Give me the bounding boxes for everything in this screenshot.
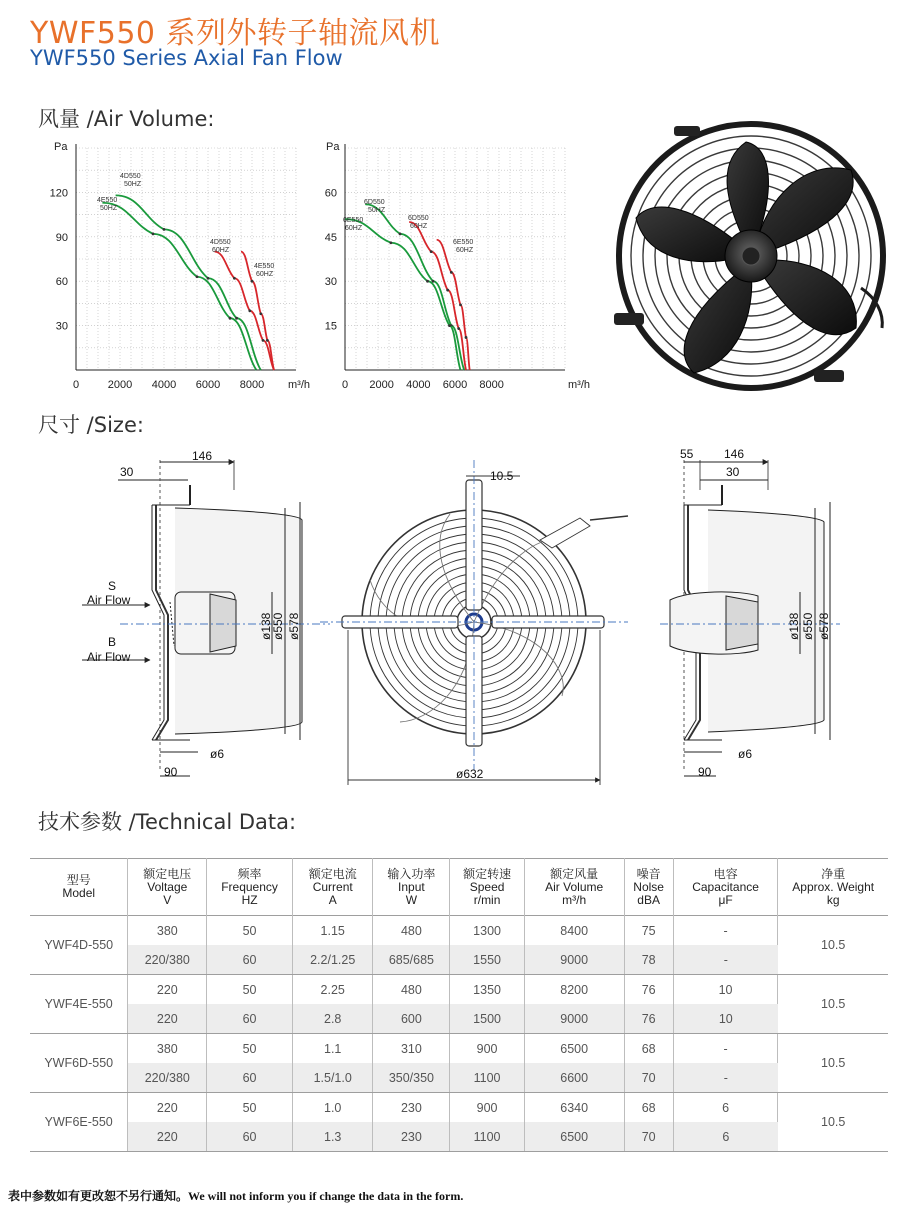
series-point: [259, 312, 262, 315]
column-header: [673, 859, 778, 916]
table-cell: 1.3: [292, 1122, 372, 1152]
dim-right-55: 55: [680, 447, 694, 461]
column-header: [128, 859, 207, 916]
column-header-text: W: [405, 892, 418, 907]
series-point: [389, 241, 392, 244]
series-point: [465, 336, 468, 339]
series-point: [457, 327, 460, 330]
table-cell: 600: [373, 1004, 450, 1034]
table-cell: 76: [624, 975, 673, 1005]
column-header-text: Speed: [469, 879, 505, 894]
y-tick-label: 15: [324, 320, 337, 333]
series-line: [102, 203, 256, 370]
fan-mount-foot-bottom: [814, 370, 844, 382]
y-tick-label: 45: [324, 231, 337, 244]
x-tick-label: 8000: [239, 379, 265, 391]
y-tick-label: 90: [55, 231, 68, 244]
table-cell: 2.8: [292, 1004, 372, 1034]
column-header-text: m³/h: [562, 892, 587, 907]
dim-right-30: 30: [726, 465, 740, 479]
label-4d550-60hz-b: 60HZ: [212, 247, 230, 254]
column-header-text: 频率: [237, 866, 262, 881]
column-header: [450, 859, 524, 916]
series-point: [448, 324, 451, 327]
column-header: [373, 859, 450, 916]
series-point: [251, 280, 254, 283]
column-header-text: V: [163, 892, 172, 907]
table-cell: -: [673, 945, 778, 975]
x-tick-label: 6000: [442, 379, 468, 391]
label-4e550-50hz-a: 4E550: [97, 197, 118, 204]
column-header: [207, 859, 293, 916]
air-volume-chart-4pole: [40, 138, 330, 398]
table-cell: 10: [673, 975, 778, 1005]
label-6d550-50hz-a: 6D550: [364, 199, 385, 206]
table-cell: 1100: [450, 1063, 524, 1093]
series-point: [163, 228, 166, 231]
table-cell: 2.25: [292, 975, 372, 1005]
page-title: YWF550 系列外转子轴流风机: [30, 16, 441, 51]
series-point: [262, 339, 265, 342]
series-point: [235, 317, 238, 320]
table-cell: 1.0: [292, 1093, 372, 1123]
series-point: [430, 250, 433, 253]
label-6e550-60hz-a: 6E550: [343, 217, 364, 224]
label-4d550-60hz-a: 4D550: [210, 239, 231, 246]
series-point: [233, 277, 236, 280]
column-header-text: 额定电压: [143, 866, 192, 881]
column-header-text: HZ: [241, 892, 258, 907]
column-header-text: 额定电流: [308, 866, 357, 881]
table-cell: 1550: [450, 945, 524, 975]
y-tick-label: 60: [324, 187, 337, 200]
table-cell: 220: [128, 1093, 207, 1123]
table-row: [30, 945, 888, 975]
dim-left-b: B: [108, 635, 117, 649]
y-tick-label: 30: [55, 320, 68, 333]
table-cell: 685/685: [373, 945, 450, 975]
table-cell: 50: [207, 1093, 293, 1123]
footnote: 表中参数如有更改恕不另行通知。We will not inform you if change the data in the form.: [8, 1189, 464, 1203]
dim-left-550: ø550: [271, 612, 285, 640]
table-cell: 1100: [450, 1122, 524, 1152]
dim-right-550: ø550: [801, 612, 815, 640]
dim-right-138: ø138: [787, 612, 801, 640]
table-cell: 60: [207, 1004, 293, 1034]
column-header-text: 净重: [821, 866, 846, 881]
dim-right-90: 90: [698, 765, 712, 779]
table-cell: 310: [373, 1034, 450, 1064]
chart1-xlabel: m³/h: [288, 379, 310, 391]
table-cell: 220: [128, 975, 207, 1005]
x-tick-label: 2000: [107, 379, 133, 391]
model-cell: YWF6E-550: [30, 1093, 128, 1152]
dim-left-146: 146: [192, 449, 213, 463]
dim-front-632: ø632: [456, 767, 484, 781]
table-cell: 6: [673, 1122, 778, 1152]
column-header-text: 型号: [66, 873, 91, 887]
table-cell: 900: [450, 1034, 524, 1064]
series-point: [459, 303, 462, 306]
table-cell: 900: [450, 1093, 524, 1123]
table-cell: -: [673, 1034, 778, 1064]
label-6d550-60hz-b: 60HZ: [410, 223, 428, 230]
series-point: [207, 277, 210, 280]
label-4d550-50hz-a: 4D550: [120, 173, 141, 180]
chart1-curve-labels: [97, 173, 274, 278]
table-cell: 220/380: [128, 945, 207, 975]
dim-left-6: ø6: [210, 747, 225, 761]
dim-right-146: 146: [724, 447, 745, 461]
series-line: [345, 219, 461, 370]
dim-left-airflow-s: Air Flow: [87, 593, 131, 607]
series-point: [450, 271, 453, 274]
table-cell: 220: [128, 1004, 207, 1034]
column-header: [778, 859, 888, 916]
weight-cell: 10.5: [778, 916, 888, 975]
column-header-text: μF: [718, 892, 733, 907]
section-air-volume: 风量 /Air Volume:: [38, 107, 215, 131]
x-tick-label: 6000: [195, 379, 221, 391]
column-header-text: Input: [398, 879, 425, 894]
column-header-text: 电容: [713, 866, 738, 881]
dim-front-10-5: 10.5: [490, 469, 514, 483]
x-tick-label: 4000: [151, 379, 177, 391]
model-cell: YWF4E-550: [30, 975, 128, 1034]
table-row: [30, 1093, 888, 1123]
label-6d550-60hz-a: 6D550: [408, 215, 429, 222]
dim-right-6: ø6: [738, 747, 753, 761]
table-cell: 76: [624, 1004, 673, 1034]
fan-product-image: [606, 118, 896, 398]
table-row: [30, 1034, 888, 1064]
table-cell: 2.2/1.25: [292, 945, 372, 975]
table-row: [30, 1063, 888, 1093]
column-header-text: 额定转速: [463, 866, 512, 881]
weight-cell: 10.5: [778, 975, 888, 1034]
label-6d550-50hz-b: 50HZ: [368, 207, 386, 214]
table-cell: 50: [207, 916, 293, 946]
table-cell: 60: [207, 945, 293, 975]
section-size: 尺寸 /Size:: [38, 413, 144, 437]
table-cell: -: [673, 916, 778, 946]
dim-left-airflow-b: Air Flow: [87, 650, 131, 664]
series-point: [266, 339, 269, 342]
table-cell: 1.5/1.0: [292, 1063, 372, 1093]
table-cell: 70: [624, 1122, 673, 1152]
column-header-text: Model: [62, 886, 96, 900]
series-point: [248, 309, 251, 312]
label-4d550-50hz-b: 50HZ: [124, 181, 142, 188]
air-volume-chart-6pole: [318, 138, 608, 398]
series-point: [426, 280, 429, 283]
label-6e550-60hz-d: 60HZ: [456, 247, 474, 254]
dim-left-138: ø138: [259, 612, 273, 640]
table-row: [30, 975, 888, 1005]
chart2-curve-labels: [343, 199, 474, 254]
table-cell: 50: [207, 975, 293, 1005]
series-point: [152, 232, 155, 235]
table-cell: 6340: [524, 1093, 624, 1123]
dim-left-30: 30: [120, 465, 134, 479]
table-cell: 230: [373, 1122, 450, 1152]
column-header: [292, 859, 372, 916]
column-header-text: kg: [826, 892, 840, 907]
x-tick-label: 2000: [369, 379, 394, 391]
table-cell: 60: [207, 1122, 293, 1152]
chart2-ylabel: Pa: [326, 141, 340, 153]
x-tick-label: 0: [341, 379, 349, 391]
table-cell: 6500: [524, 1122, 624, 1152]
column-header-text: Capacitance: [692, 879, 759, 894]
column-header-text: r/min: [473, 892, 501, 907]
technical-data-table: [30, 858, 888, 1152]
fan-mount-foot-left: [614, 313, 644, 325]
table-cell: 220: [128, 1122, 207, 1152]
table-cell: 10: [673, 1004, 778, 1034]
fan-hub-center: [742, 247, 760, 265]
table-cell: 68: [624, 1034, 673, 1064]
column-header-text: Current: [312, 879, 353, 894]
column-header-text: Air Volume: [545, 879, 604, 894]
label-6e550-60hz-b: 60HZ: [345, 225, 363, 232]
table-cell: 480: [373, 975, 450, 1005]
column-header-text: Frequency: [221, 879, 278, 894]
table-cell: 8200: [524, 975, 624, 1005]
x-tick-label: 4000: [406, 379, 431, 391]
weight-cell: 10.5: [778, 1034, 888, 1093]
table-cell: 480: [373, 916, 450, 946]
dim-left-s: S: [108, 579, 117, 593]
table-cell: 380: [128, 1034, 207, 1064]
label-4e550-60hz-b: 60HZ: [256, 271, 274, 278]
table-cell: 50: [207, 1034, 293, 1064]
table-cell: 1300: [450, 916, 524, 946]
column-header: [524, 859, 624, 916]
y-tick-label: 60: [55, 276, 68, 289]
column-header: [30, 859, 128, 916]
column-header: [624, 859, 673, 916]
table-cell: 8400: [524, 916, 624, 946]
column-header-text: A: [328, 892, 337, 907]
table-cell: 9000: [524, 1004, 624, 1034]
dim-left-90: 90: [164, 765, 178, 779]
fan-mount-foot-top: [674, 126, 700, 136]
table-cell: 78: [624, 945, 673, 975]
label-4e550-50hz-b: 50HZ: [100, 205, 118, 212]
table-header-row: [30, 859, 888, 916]
label-6e550-60hz-c: 6E550: [453, 239, 474, 246]
x-tick-label: 0: [72, 379, 80, 391]
front-view: [320, 460, 628, 785]
table-cell: 1350: [450, 975, 524, 1005]
column-header-text: Voltage: [147, 879, 188, 894]
table-cell: 68: [624, 1093, 673, 1123]
weight-cell: 10.5: [778, 1093, 888, 1152]
dim-left-578: ø578: [287, 612, 301, 640]
series-point: [399, 232, 402, 235]
table-cell: 75: [624, 916, 673, 946]
page-subtitle: YWF550 Series Axial Fan Flow: [30, 46, 343, 70]
column-header-text: Nolse: [633, 879, 664, 894]
model-cell: YWF6D-550: [30, 1034, 128, 1093]
table-cell: 6: [673, 1093, 778, 1123]
table-cell: 70: [624, 1063, 673, 1093]
y-tick-label: 120: [49, 187, 68, 200]
dim-right-578: ø578: [817, 612, 831, 640]
label-4e550-60hz-a: 4E550: [254, 263, 275, 270]
table-row: [30, 916, 888, 946]
table-cell: 9000: [524, 945, 624, 975]
table-row: [30, 1122, 888, 1152]
table-cell: 1.1: [292, 1034, 372, 1064]
chart1-ylabel: Pa: [54, 141, 68, 153]
table-cell: 220/380: [128, 1063, 207, 1093]
x-tick-label: 8000: [479, 379, 504, 391]
column-header-text: 噪音: [636, 866, 661, 881]
table-cell: 60: [207, 1063, 293, 1093]
table-cell: 6500: [524, 1034, 624, 1064]
table-cell: -: [673, 1063, 778, 1093]
section-technical-data: 技术参数 /Technical Data:: [38, 810, 297, 834]
table-cell: 1500: [450, 1004, 524, 1034]
series-point: [229, 317, 232, 320]
series-point: [446, 289, 449, 292]
chart2-xlabel: m³/h: [568, 379, 590, 391]
size-drawings: [0, 440, 900, 800]
model-cell: YWF4D-550: [30, 916, 128, 975]
table-cell: 380: [128, 916, 207, 946]
series-point: [196, 275, 199, 278]
column-header-text: 输入功率: [387, 866, 436, 881]
table-cell: 6600: [524, 1063, 624, 1093]
column-header-text: 额定风量: [550, 866, 599, 881]
table-row: [30, 1004, 888, 1034]
table-cell: 350/350: [373, 1063, 450, 1093]
y-tick-label: 30: [324, 276, 337, 289]
column-header-text: dBA: [637, 892, 660, 907]
table-cell: 230: [373, 1093, 450, 1123]
table-cell: 1.15: [292, 916, 372, 946]
column-header-text: Approx. Weight: [792, 879, 875, 894]
